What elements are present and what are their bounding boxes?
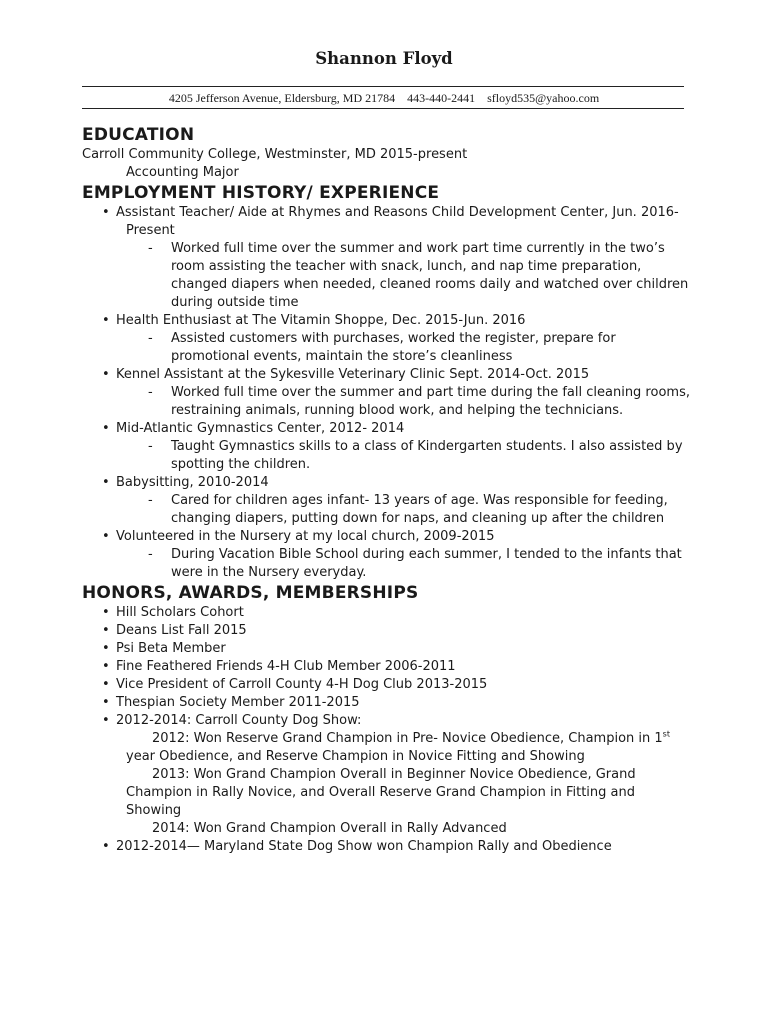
- education-school: Carroll Community College, Westminster, MD 2015-present: [82, 147, 468, 162]
- education-heading: EDUCATION: [82, 125, 195, 145]
- honor-item: • 2012-2014— Maryland State Dog Show won Champion Rally and Obedience: [82, 838, 692, 856]
- dog-show-2013: 2013: Won Grand Champion Overall in Beginner Novice Obedience, Grand Champion in Rally Novice, and Overall Reserve Grand Champion in Fitting and Showing: [126, 767, 636, 818]
- job-item: [82, 420, 692, 474]
- job-item: [82, 204, 692, 312]
- job-detail: - During Vacation Bible School during each summer, I tended to the infants that were in the Nursery everyday.: [116, 546, 692, 582]
- job-item: [82, 312, 692, 366]
- honors-list: [82, 604, 692, 856]
- honor-item: • Fine Feathered Friends 4-H Club Member 2006-2011: [82, 658, 692, 676]
- dog-show-2014: 2014: Won Grand Champion Overall in Rally Advanced: [152, 821, 507, 836]
- job-title: • Health Enthusiast at The Vitamin Shoppe, Dec. 2015-Jun. 2016: [116, 313, 526, 328]
- honor-item: [82, 712, 692, 838]
- job-title: • Assistant Teacher/ Aide at Rhymes and Reasons Child Development Center, Jun. 2016- Present: [116, 205, 679, 238]
- education-major: Accounting Major: [126, 165, 239, 180]
- honor-item: • Deans List Fall 2015: [82, 622, 692, 640]
- job-detail: - Cared for children ages infant- 13 years of age. Was responsible for feeding, changing diapers, putting down for naps, and cleaning up after the children: [116, 492, 692, 528]
- contact-info: 4205 Jefferson Avenue, Eldersburg, MD 21784 443-440-2441 sfloyd535@yahoo.com: [168, 91, 600, 105]
- employment-list: [82, 204, 692, 582]
- honor-item: • Thespian Society Member 2011-2015: [82, 694, 692, 712]
- job-title: • Volunteered in the Nursery at my local church, 2009-2015: [116, 529, 495, 544]
- job-detail: - Worked full time over the summer and work part time currently in the two’s room assisting the teacher with snack, lunch, and nap time preparation, changed diapers when needed, cleaned rooms daily and watched over children during outside time: [116, 240, 692, 312]
- resume-body: [82, 124, 692, 856]
- job-item: [82, 474, 692, 528]
- job-title: • Babysitting, 2010-2014: [116, 475, 269, 490]
- job-title: • Kennel Assistant at the Sykesville Veterinary Clinic Sept. 2014-Oct. 2015: [116, 367, 590, 382]
- dog-show-details: [116, 730, 692, 838]
- dog-show-heading: • 2012-2014: Carroll County Dog Show:: [116, 713, 362, 728]
- applicant-name: Shannon Floyd: [315, 49, 453, 68]
- honor-item: • Hill Scholars Cohort: [82, 604, 692, 622]
- header-rule-bottom: [82, 108, 684, 109]
- honor-item: • Vice President of Carroll County 4-H Dog Club 2013-2015: [82, 676, 692, 694]
- dog-show-2012: 2012: Won Reserve Grand Champion in Pre- Novice Obedience, Champion in 1st year Obedience, and Reserve Champion in Novice Fitting and Showing: [126, 729, 670, 764]
- job-detail: - Taught Gymnastics skills to a class of Kindergarten students. I also assisted by spotting the children.: [116, 438, 692, 474]
- honors-heading: HONORS, AWARDS, MEMBERSHIPS: [82, 583, 419, 603]
- job-item: [82, 366, 692, 420]
- job-detail: - Assisted customers with purchases, worked the register, prepare for promotional events, maintain the store’s cleanliness: [116, 330, 692, 366]
- header-rule-top: [82, 86, 684, 87]
- employment-heading: EMPLOYMENT HISTORY/ EXPERIENCE: [82, 183, 440, 203]
- honor-item: • Psi Beta Member: [82, 640, 692, 658]
- job-detail: - Worked full time over the summer and part time during the fall cleaning rooms, restraining animals, running blood work, and helping the technicians.: [116, 384, 692, 420]
- job-item: [82, 528, 692, 582]
- job-title: • Mid-Atlantic Gymnastics Center, 2012- 2014: [116, 421, 405, 436]
